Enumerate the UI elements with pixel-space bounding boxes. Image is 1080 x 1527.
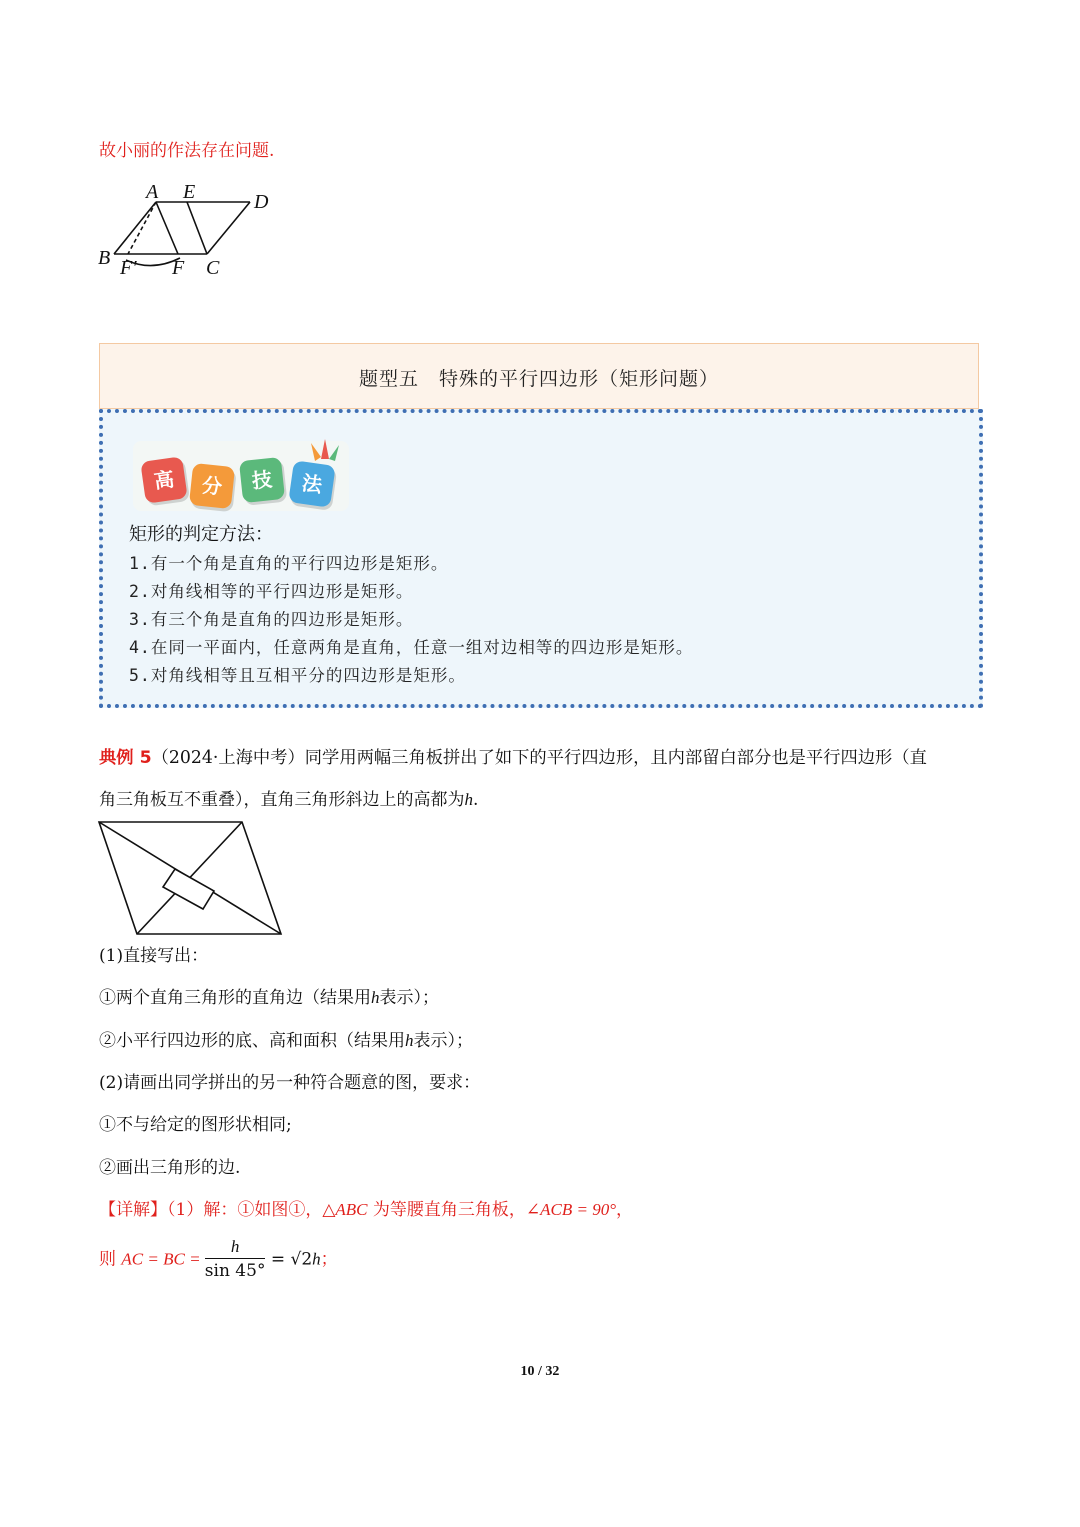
example-period: . <box>473 790 479 810</box>
label-f-prime: F′ <box>120 257 137 278</box>
edge-af <box>156 202 178 254</box>
label-c: C <box>206 257 220 278</box>
edge-ec <box>187 202 207 254</box>
badge-char-3: 技 <box>239 457 285 503</box>
edge-af-prime <box>128 202 156 254</box>
badge-char-2: 分 <box>189 463 235 509</box>
top-note: 故小丽的作法存在问题. <box>99 141 275 161</box>
example-line-1 <box>99 747 927 769</box>
label-d: D <box>254 191 269 213</box>
tips-item-1: 1.有一个角是直角的平行四边形是矩形。 <box>129 554 449 573</box>
tips-title: 矩形的判定方法： <box>129 524 273 545</box>
solution-line-2: 则 AC = BC = $\frac{h}{\sin 45^\circ}$ = √2h； <box>99 1237 338 1281</box>
tips-item-3: 3.有三个角是直角的四边形是矩形。 <box>129 610 414 629</box>
tips-item-4: 4.在同一平面内，任意两角是直角，任意一组对边相等的四边形是矩形。 <box>129 638 694 657</box>
tips-box <box>99 409 983 708</box>
label-e: E <box>183 181 196 203</box>
badge-char-1: 高 <box>140 456 187 503</box>
gaofen-jifa-badge <box>133 439 353 513</box>
solution-line-1: 【详解】（1）解：①如图①，△ABC 为等腰直角三角板，∠ACB = 90°， <box>99 1200 634 1220</box>
label-b: B <box>98 247 111 269</box>
question-2: (2)请画出同学拼出的另一种符合题意的图，要求： <box>99 1073 481 1093</box>
figure-two-triangles <box>96 818 286 938</box>
example-label: 典例 5 <box>99 748 152 768</box>
section-header <box>99 343 979 409</box>
tips-item-2: 2.对角线相等的平行四边形是矩形。 <box>129 582 414 601</box>
figure-parallelogram-abcd <box>90 178 290 278</box>
label-f: F <box>172 257 185 278</box>
page-number: 10 / 32 <box>520 1364 560 1379</box>
section-title: 题型五 特殊的平行四边形（矩形问题） <box>358 368 719 390</box>
question-2-1: ①不与给定的图形状相同; <box>99 1115 292 1135</box>
example-text-2: 角三角板互不重叠），直角三角形斜边上的高都为 <box>99 790 465 810</box>
question-2-2: ②画出三角形的边. <box>99 1158 241 1178</box>
solution-tag: 【详解】 <box>99 1200 167 1220</box>
example-text-1: （2024·上海中考）同学用两幅三角板拼出了如下的平行四边形，且内部留白部分也是平行四边形（直 <box>151 748 927 768</box>
sparkle-icon <box>309 439 341 463</box>
edge-ab <box>114 202 156 254</box>
example-line-2 <box>99 789 478 811</box>
label-a: A <box>146 181 159 203</box>
badge-char-4: 法 <box>288 460 335 507</box>
fraction: $\frac{h}{\sin 45^\circ}$ <box>204 1237 266 1281</box>
question-1: (1)直接写出： <box>99 946 209 966</box>
question-1-1: ①两个直角三角形的直角边（结果用h表示）； <box>99 988 439 1008</box>
example-h: h <box>464 790 473 809</box>
question-1-2: ②小平行四边形的底、高和面积（结果用h表示）； <box>99 1031 473 1051</box>
edge-cd <box>207 202 250 254</box>
tips-item-5: 5.对角线相等且互相平分的四边形是矩形。 <box>129 666 466 685</box>
inner-parallelogram <box>163 869 214 909</box>
